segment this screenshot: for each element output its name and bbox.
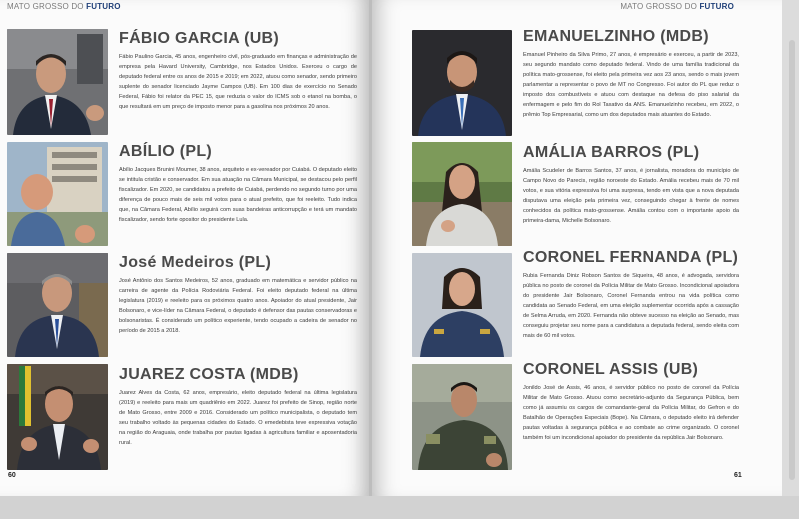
emanuelzinho-bio: Emanuel Pinheiro da Silva Primo, 27 anos, é empresário e exerceu, a partir de 2023, seu segundo mandato como deputado federal. Vindo de uma família tradicional da política mato-grossense, foi eleito pela primeira vez aos 23 anos, sendo o mais jovem parlamentar a representar o povo de MT no Congresso. Foi autor do PL que reduz o imposto dos combustíveis e atuou com destaque na defesa do piso salarial da enfermagem e pelo fim do Rol Taxativo da ANS. Emanuelzinho recebeu, em 2022, o prêmio Top Empresarial, como um dos deputados mais atuantes do Estado. [523, 52, 739, 118]
jose-medeiros-name: José Medeiros (PL) [119, 254, 272, 271]
amalia-barros-bio: Amália Scudeler de Barros Santos, 37 anos, é jornalista, moradora do município de Campo Novo do Parecis, região noroeste do Estado. Amália recebeu mais de 70 mil votos, e sua vitória expressiva foi uma surpresa, tendo em vista que a nova deputada disputava uma eleição pela primeira vez, conseguindo chegar à frente de nomes conhecidos da política mato-grossense. Amália contou com o importante apoio da primeira-dama, Michelle Bolsonaro. [523, 168, 739, 224]
viewer-scrollbar[interactable] [789, 40, 795, 480]
coronel-assis-photo [412, 364, 512, 470]
left-page-header [7, 2, 121, 11]
viewer-bottom-bar [0, 496, 799, 519]
juarez-costa-name: JUAREZ COSTA (MDB) [119, 366, 299, 383]
coronel-assis-bio: Jonildo José de Assis, 46 anos, é servidor público no posto de coronel da Polícia Militar de Mato Grosso. Atuou como secretário-adjunto da Segurança Pública, bem como já assumiu os cargos de comandante-geral da Polícia Militar, do Gefron e do Batalhão de Operações Especiais (Bope). Na Câmara, o deputado eleito irá defender pautas voltadas à segurança pública e ao combate ao crime organizado. O coronel também foi um incondicional apoiador do presidente da república Jair Bolsonaro. [523, 385, 739, 441]
brand-highlight: FUTURO [699, 2, 734, 11]
coronel-assis-name: CORONEL ASSIS (UB) [523, 361, 699, 378]
emanuelzinho-photo [412, 30, 512, 136]
right-page [372, 0, 782, 496]
coronel-fernanda-photo [412, 253, 512, 357]
fabio-garcia-photo [7, 29, 108, 135]
brand-prefix: MATO GROSSO DO [620, 2, 700, 11]
brand-prefix: MATO GROSSO DO [7, 2, 87, 11]
amalia-barros-name: AMÁLIA BARROS (PL) [523, 144, 700, 161]
jose-medeiros-photo [7, 253, 108, 357]
abilio-photo [7, 142, 108, 246]
coronel-fernanda-name: CORONEL FERNANDA (PL) [523, 249, 739, 266]
juarez-costa-photo [7, 364, 108, 470]
left-page [0, 0, 369, 496]
right-page-header [620, 2, 734, 11]
juarez-costa-bio: Juarez Alves da Costa, 62 anos, empresário, eleito deputado federal na última legislatura (2019) e reeleito para mais um quadriênio em 2022. Juarez foi prefeito de Sinop, região norte de Mato Grosso, entre 2009 e 2016. Considerado um político municipalista, o deputado tem seu trabalho voltado às pequenas cidades do Estado. O emedebista teve expressiva votação na região do Araguaia, onde trabalha por pautas ligadas à agricultura familiar e aposentadoria rural. [119, 390, 357, 446]
jose-medeiros-bio: José Antônio dos Santos Medeiros, 52 anos, graduado em matemática e servidor público na carreira de agente da Polícia Rodoviária Federal. Foi eleito deputado federal na última legislatura (2019) e reeleito para os próximos quatro anos. Apoiador do atual presidente, Jair Bolsonaro, e vice-líder na Câmara Federal, o deputado é defensor das pautas conservadoras e bolsonaristas. É considerado um político experiente, tendo ocupado a cadeira de senador no período de 2015 a 2018. [119, 278, 357, 334]
fabio-garcia-bio: Fábio Paulino Garcia, 45 anos, engenheiro civil, pós-graduado em finanças e administração de empresa pela Havard University, Cambridge, nos Estados Unidos. Exerceu o cargo de deputado federal entre os anos de 2015 e 2019; em 2022, atuou como senador, sendo primeiro suplente do senador licenciado Jayme Campos (UB). Em 100 dias de exercício no Senado Federal, Fábio foi relator da PEC 15, que reduzia o valor do ICMS sob o etanol na bomba, o que resultará em um preço de imposto menor para a gasolina nos próximos 20 anos. [119, 54, 357, 110]
right-page-number: 61 [734, 472, 742, 479]
coronel-fernanda-bio: Rubia Fernanda Diniz Robson Santos de Siqueira, 48 anos, é advogada, servidora pública no posto de coronel da Polícia Militar de Mato Grosso. Incondicional apoiadora do presidente Jair Bolsonaro, Coronel Fernanda entrou na vida política como candidata ao Senado Federal, em uma eleição suplementar ocorrida após a cassação de Selma Arruda, em 2020. Fernanda não obteve sucesso na eleição ao Senado, mas conseguiu projetar seu nome para a candidatura a deputada federal, sendo eleita com mais de 60 mil votos. [523, 273, 739, 339]
abilio-bio: Abílio Jacques Brunini Moumer, 38 anos, arquiteto e ex-vereador por Cuiabá. O deputado eleito se intitula cristão e conservador. Em sua atuação na Câmara Municipal, se destacou pelo perfil fiscalizador. Em 2020, se candidatou a prefeito de Cuiabá, perdendo no segundo turno por uma diferença de pouco mais de seis mil votos para o atual prefeito, que foi reeleito. Tudo indica que, na Câmara Federal, Abílio seguirá com suas bandeiras anticorrupção e terá um mandato fiscalizador, sendo forte opositor do presidente Lula. [119, 167, 357, 223]
abilio-name: ABÍLIO (PL) [119, 143, 213, 160]
emanuelzinho-name: EMANUELZINHO (MDB) [523, 28, 709, 45]
amalia-barros-photo [412, 142, 512, 246]
fabio-garcia-name: FÁBIO GARCIA (UB) [119, 30, 280, 47]
left-page-number: 60 [8, 472, 16, 479]
brand-highlight: FUTURO [86, 2, 121, 11]
